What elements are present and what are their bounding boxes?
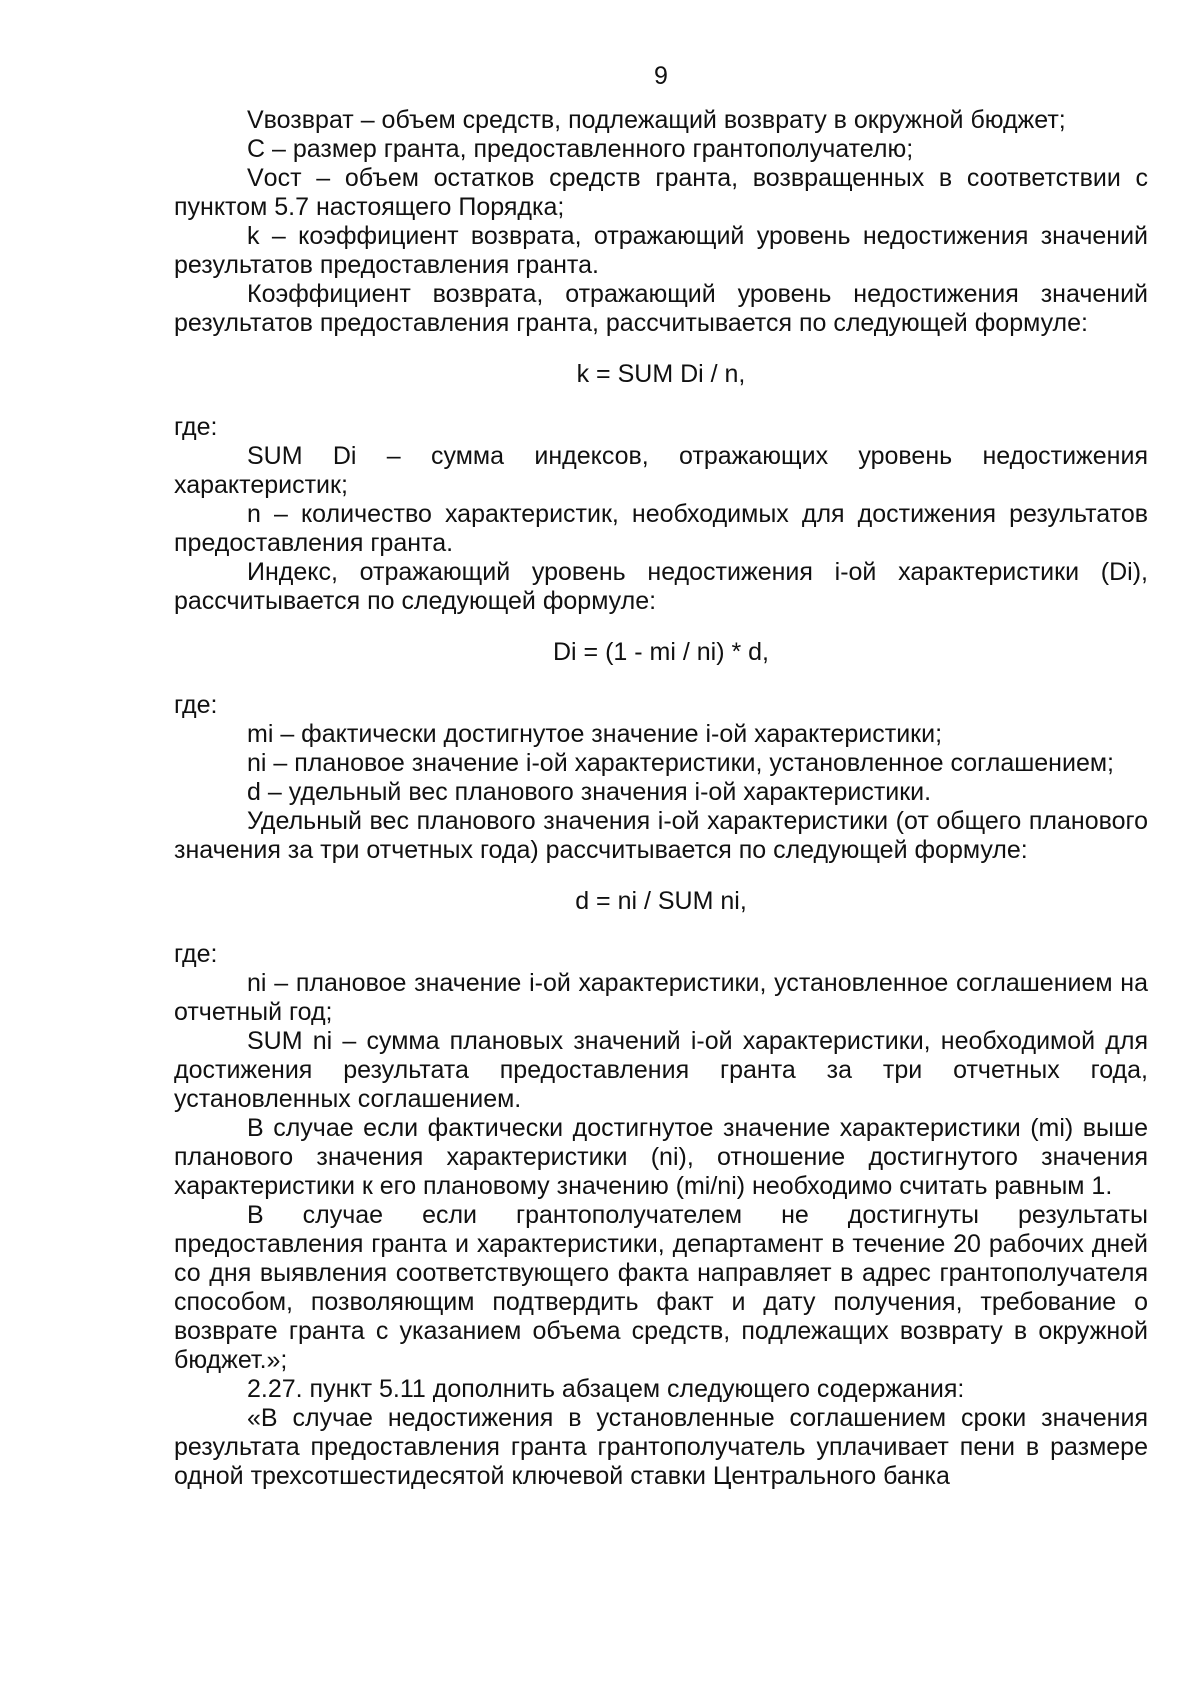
paragraph: mi – фактически достигнутое значение i-ой характеристики;	[247, 720, 943, 748]
where-label: где:	[174, 413, 218, 441]
paragraph: ni – плановое значение i-ой характеристики, установленное соглашением на отчетный год;	[174, 969, 1148, 1026]
where-label: где:	[174, 691, 218, 719]
formula-d: d = ni / SUM ni,	[575, 887, 747, 915]
paragraph: SUM ni – сумма плановых значений i-ой характеристики, необходимой для достижения результата предоставления гранта за три отчетных года, установленных соглашением.	[174, 1027, 1148, 1113]
page-number: 9	[654, 62, 668, 90]
paragraph: k – коэффициент возврата, отражающий уровень недостижения значений результатов предоставления гранта.	[174, 222, 1148, 279]
paragraph: Vост – объем остатков средств гранта, возвращенных в соответствии с пунктом 5.7 настоящего Порядка;	[174, 164, 1148, 221]
paragraph: 2.27. пункт 5.11 дополнить абзацем следующего содержания:	[247, 1375, 965, 1403]
paragraph: Vвозврат – объем средств, подлежащий возврату в окружной бюджет;	[247, 106, 1066, 134]
paragraph: ni – плановое значение i-ой характеристики, установленное соглашением;	[247, 749, 1114, 777]
formula-di: Di = (1 - mi / ni) * d,	[552, 638, 769, 666]
where-label: где:	[174, 940, 218, 968]
paragraph: Индекс, отражающий уровень недостижения i-ой характеристики (Di), рассчитывается по следующей формуле:	[174, 558, 1148, 615]
formula-k: k = SUM Di / n,	[576, 360, 746, 388]
paragraph: Удельный вес планового значения i-ой характеристики (от общего планового значения за три отчетных года) рассчитывается по следующей формуле:	[174, 807, 1148, 864]
paragraph: В случае если грантополучателем не достигнуты результаты предоставления гранта и характеристики, департамент в течение 20 рабочих дней со дня выявления соответствующего факта направляет в адрес грантополучателя способом, позволяющим подтвердить факт и дату получения, требование о возврате гранта с указанием объема средств, подлежащих возврату в окружной бюджет.»;	[174, 1201, 1148, 1374]
paragraph: d – удельный вес планового значения i-ой характеристики.	[247, 778, 932, 806]
document-page	[174, 62, 1148, 1491]
paragraph: Коэффициент возврата, отражающий уровень недостижения значений результатов предоставления гранта, рассчитывается по следующей формуле:	[174, 280, 1148, 337]
paragraph: «В случае недостижения в установленные соглашением сроки значения результата предоставления гранта грантополучатель уплачивает пени в размере одной трехсотшестидесятой ключевой ставки Центрального банка	[174, 1404, 1148, 1490]
paragraph: n – количество характеристик, необходимых для достижения результатов предоставления гранта.	[174, 500, 1148, 557]
paragraph: SUM Di – сумма индексов, отражающих уровень недостижения характеристик;	[174, 442, 1148, 499]
paragraph: C – размер гранта, предоставленного грантополучателю;	[247, 135, 914, 163]
paragraph: В случае если фактически достигнутое значение характеристики (mi) выше планового значения характеристики (ni), отношение достигнутого значения характеристики к его плановому значению (mi/ni) необходимо считать равным 1.	[174, 1114, 1148, 1200]
